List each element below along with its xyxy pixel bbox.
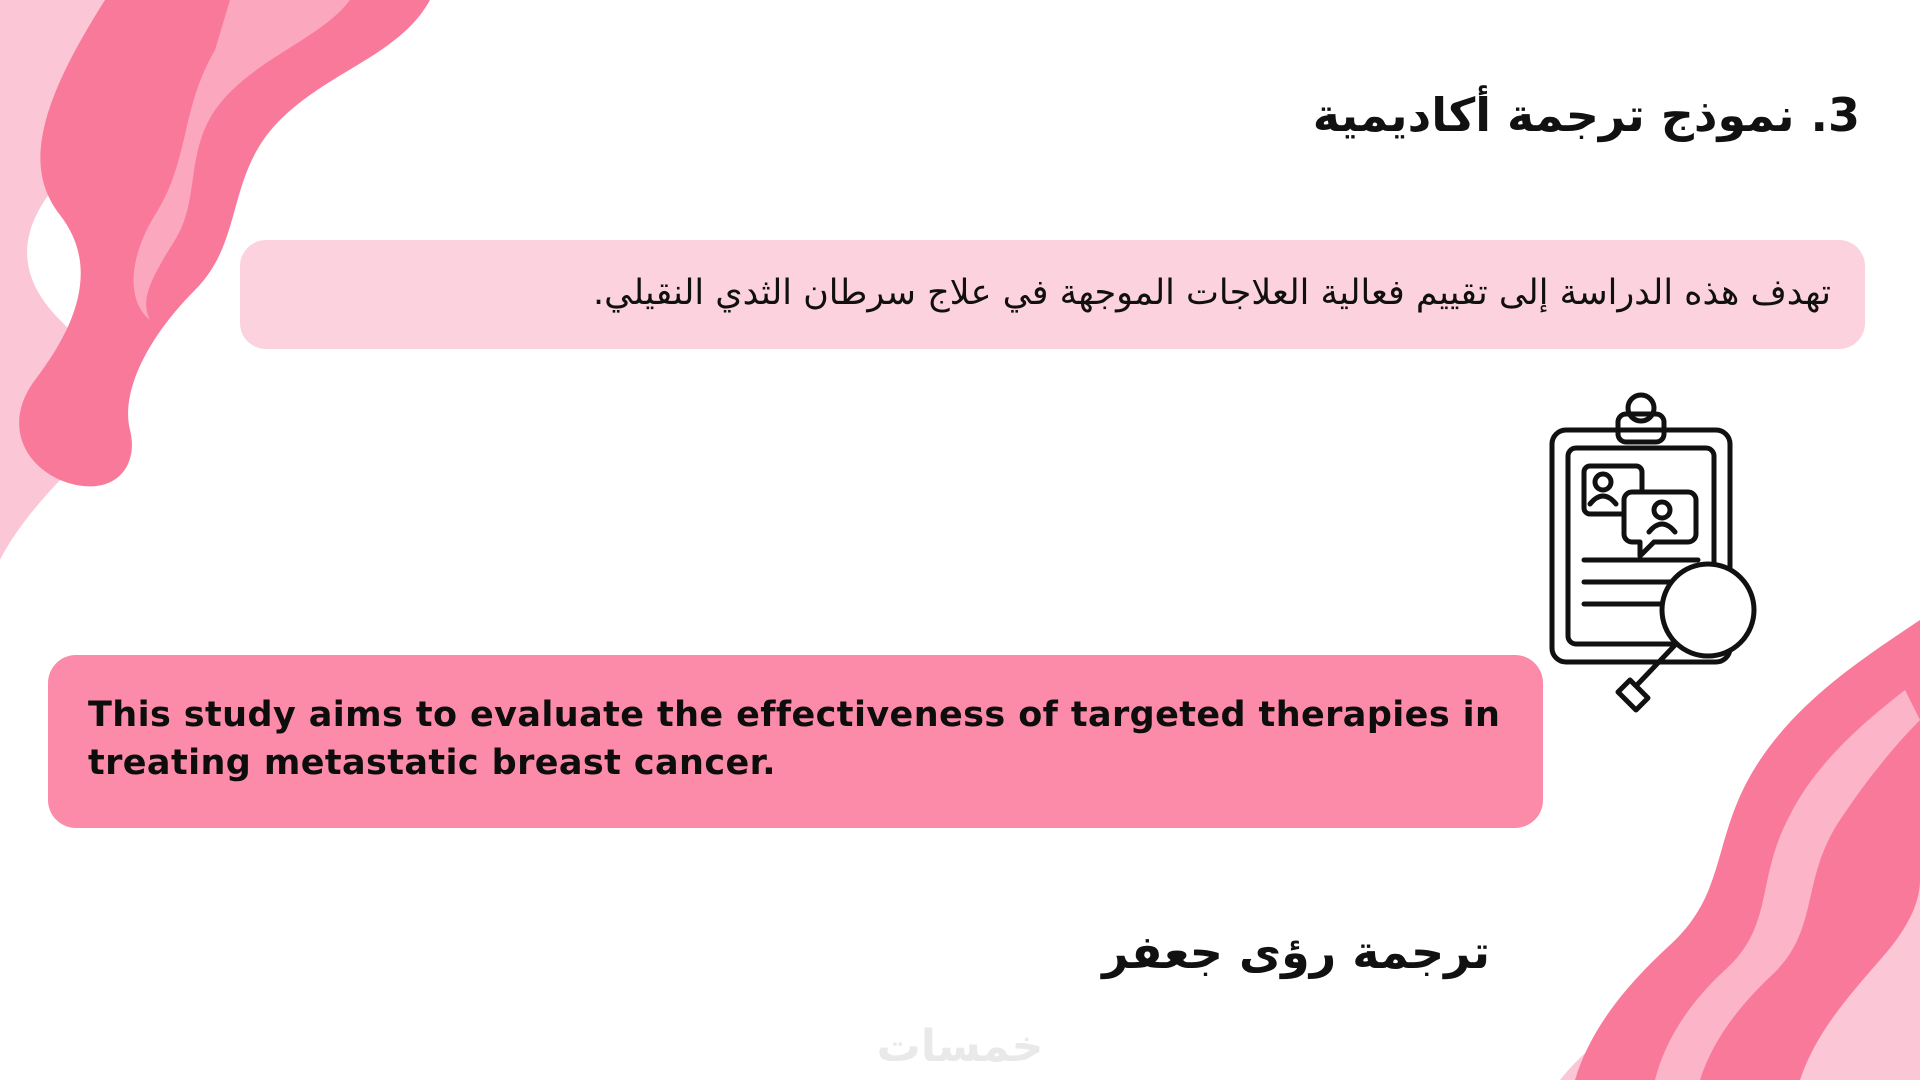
slide-heading: 3. نموذج ترجمة أكاديمية: [1312, 88, 1860, 142]
ribbon-highlight-bottom: [1655, 690, 1920, 1080]
translation-text: This study aims to evaluate the effectiveness of targeted therapies in treating metastatic breast cancer.: [88, 695, 1501, 784]
translator-signature: ترجمة رؤى جعفر: [1102, 925, 1490, 979]
translation-text-card: [48, 655, 1543, 828]
source-text: تهدف هذه الدراسة إلى تقييم فعالية العلاجات الموجهة في علاج سرطان الثدي النقيلي.: [593, 273, 1831, 313]
watermark-text: خمسات: [876, 1021, 1044, 1072]
source-text-card: [240, 240, 1865, 349]
clipboard-magnifier-icon: [1540, 392, 1790, 722]
ribbon-top-left-light: [0, 0, 132, 560]
